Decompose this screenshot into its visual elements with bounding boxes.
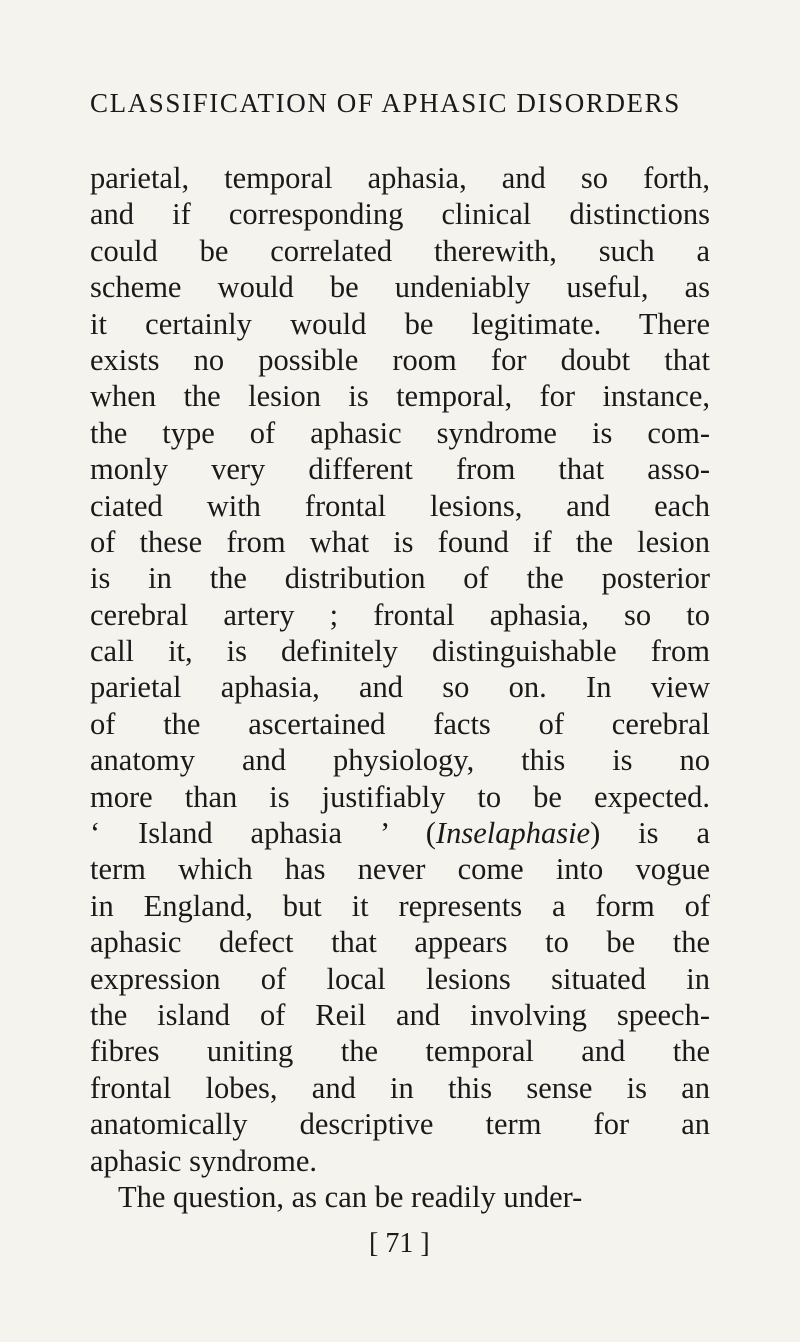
text-line: anatomically descriptive term for an [90,1107,710,1142]
text-segment: ‘ Island aphasia ’ ( [90,816,436,851]
text-line: fibres uniting the temporal and the [90,1034,710,1069]
text-line-with-italic [90,815,710,851]
text-line: monly very different from that asso- [90,452,710,487]
text-line: the type of aphasic syndrome is com- [90,415,710,450]
text-line: in England, but it represents a form of [90,888,710,923]
text-line: more than is justifiably to be expected. [90,779,710,814]
text-line: cerebral artery ; frontal aphasia, so to [90,597,710,632]
body-paragraph [90,160,710,1215]
text-line: of these from what is found if the lesion [90,524,710,559]
text-line: scheme would be undeniably useful, as [90,270,710,305]
text-line: call it, is definitely distinguishable from [90,634,710,669]
text-line: when the lesion is temporal, for instance, [90,379,710,414]
text-line: ciated with frontal lesions, and each [90,488,710,523]
text-line: the island of Reil and involving speech- [90,997,710,1032]
page-number: [ 71 ] [369,1228,430,1259]
text-line: could be correlated therewith, such a [90,233,710,268]
text-line: The question, as can be readily under- [118,1179,583,1214]
italic-term: Inselaphasie [435,816,591,851]
text-line: and if corresponding clinical distinctions [90,197,710,232]
text-line: anatomy and physiology, this is no [90,743,710,778]
text-line: is in the distribution of the posterior [90,561,710,596]
text-line: parietal aphasia, and so on. In view [90,670,710,705]
text-line: expression of local lesions situated in [90,961,710,996]
text-line: frontal lobes, and in this sense is an [90,1070,710,1105]
text-line: parietal, temporal aphasia, and so forth, [90,161,710,195]
text-line: of the ascertained facts of cerebral [90,706,710,741]
text-line: exists no possible room for doubt that [90,342,710,377]
running-head: CLASSIFICATION OF APHASIC DISORDERS [90,88,681,118]
text-line: aphasic syndrome. [90,1143,317,1178]
text-line: term which has never come into vogue [90,852,710,887]
text-segment: ) is a [590,816,710,851]
text-line: it certainly would be legitimate. There [90,306,710,341]
text-line: aphasic defect that appears to be the [90,925,710,960]
